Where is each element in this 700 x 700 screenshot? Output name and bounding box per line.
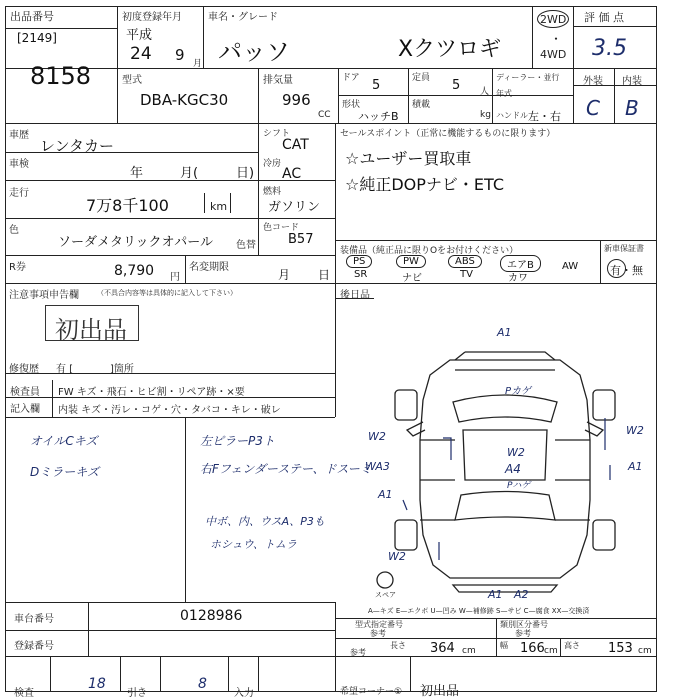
inspector-label-1: 検査員 <box>10 387 40 398</box>
lot-number: 8158 <box>30 62 92 90</box>
diag-label-w2-roof: W2 <box>507 446 525 459</box>
color-change-label: 色替 <box>236 240 256 251</box>
diag-label-w2-bottom: W2 <box>388 550 406 563</box>
shape: ハッチB <box>358 110 399 123</box>
dealer-label: ディーラー・並行 <box>496 73 560 82</box>
remark-2: Dミラーキズ <box>30 465 100 479</box>
name-change-label: 名変期限 <box>189 262 229 273</box>
diag-label-a1-top: A1 <box>497 326 512 339</box>
sales-point-line-2: ☆純正DOPナビ・ETC <box>345 175 505 194</box>
repair-unit: ]箇所 <box>110 364 134 375</box>
diag-label-w2-left: W2 <box>368 430 386 443</box>
diag-label-phage: Pハゲ <box>507 481 531 491</box>
inspector-row-1: FW キズ・飛石・ヒビ割・リペア跡・×要 <box>58 387 245 398</box>
category-label: 類別区分番号 <box>500 620 548 629</box>
handle: 左・右 <box>528 110 561 123</box>
lot-code: [2149] <box>17 31 57 45</box>
remark-3: 左ピラーP3ト <box>200 434 275 448</box>
check-label: 検査 <box>14 688 34 699</box>
reg-no-label: 登録番号 <box>14 641 54 652</box>
month-unit: 月 <box>193 59 203 69</box>
shift-label: シフト <box>263 129 291 139</box>
dealer-year-label: 年式 <box>496 89 512 98</box>
repair-label: 修復歴 <box>9 364 39 375</box>
recycle-label: R券 <box>9 262 26 273</box>
inspector-label-2: 記入欄 <box>10 404 40 415</box>
caution-value: 初出品 <box>55 316 127 344</box>
era: 平成 <box>126 28 153 43</box>
load-label: 積載 <box>412 100 431 110</box>
score: 3.5 <box>592 36 627 61</box>
draw-label: 引き <box>127 688 147 699</box>
height: 153 <box>608 641 633 656</box>
remark-6: ホシュウ、トムラ <box>210 538 297 551</box>
width: 166 <box>520 641 545 656</box>
width-label: 幅 <box>500 641 508 650</box>
inspection-month: 月( <box>180 166 199 181</box>
reg-month: 9 <box>175 46 185 64</box>
interior-grade: B <box>625 96 639 120</box>
diag-label-pkage-top: Pカゲ <box>505 386 532 397</box>
equip-tv: TV <box>460 269 473 280</box>
certified-ref: 参考 <box>370 629 386 638</box>
input-label: 入力 <box>234 688 254 699</box>
mileage: 7万8千100 <box>86 196 169 215</box>
name-change-day: 日 <box>318 268 331 282</box>
drive-2wd: 2WD <box>540 13 567 26</box>
drive-dot: ・ <box>550 32 563 46</box>
diag-label-a1-bottom: A1 <box>488 588 503 601</box>
doors: 5 <box>372 78 381 93</box>
new-manual-circle <box>607 259 626 278</box>
diag-label-a4: A4 <box>505 462 521 476</box>
sales-point-line-1: ☆ユーザー買取車 <box>345 149 472 168</box>
equip-ps: PS <box>346 255 372 268</box>
fuel: ガソリン <box>268 200 321 215</box>
name-grade-label: 車名・グレード <box>208 12 278 23</box>
shape-label: 形状 <box>342 100 361 110</box>
capacity: 5 <box>452 78 461 93</box>
width-unit: cm <box>544 646 558 656</box>
height-label: 高さ <box>564 641 580 650</box>
equip-navi: ナビ <box>402 273 422 284</box>
inspector-row-2: 内装 キズ・汚レ・コゲ・穴・タバコ・キレ・破レ <box>58 405 281 416</box>
aftermarket-label: 後日品 <box>340 290 370 301</box>
remark-5: 中ボ、内、ウスA、P3も <box>205 515 325 528</box>
equipment-label: 装備品（純正品に限りOをお付けください） <box>340 246 519 256</box>
inspection-day: 日) <box>236 166 255 181</box>
ac-label: 冷房 <box>263 159 282 169</box>
handle-label: ハンドル <box>496 111 528 120</box>
caution-label: 注意事項申告欄 <box>9 290 79 301</box>
chassis: 0128986 <box>180 608 243 624</box>
equip-abs: ABS <box>448 255 482 268</box>
diag-label-w2-right: W2 <box>626 424 644 437</box>
shift: CAT <box>282 137 309 153</box>
draw-mark: 8 <box>198 676 207 692</box>
length: 364 <box>430 641 455 656</box>
certified-label: 型式指定番号 <box>355 620 403 629</box>
model-code: DBA-KGC30 <box>140 91 229 109</box>
remark-4: 右Fフェンダーステー、ドスーミ <box>200 462 372 476</box>
reg-year: 24 <box>130 44 152 64</box>
diag-label-a1-left: A1 <box>378 488 393 501</box>
length-label: 長さ <box>390 641 406 650</box>
first-listing: 初出品 <box>420 684 460 699</box>
diag-label-a2: A2 <box>514 588 529 601</box>
doors-label: ドア <box>342 73 360 83</box>
equip-airbag: エアB <box>500 255 541 272</box>
lot-label: 出品番号 <box>10 10 54 23</box>
color-code-label: 色コード <box>263 223 300 233</box>
first-reg-label: 初度登録年月 <box>122 12 182 23</box>
equip-sr: SR <box>354 269 368 280</box>
inspection-label: 車検 <box>9 159 29 170</box>
color-label: 色 <box>9 225 19 236</box>
damage-legend: A—キズ E—エクボ U—凹み W—補修跡 S—サビ C—腐食 XX—交換済 <box>368 607 590 615</box>
name-change-month: 月 <box>278 268 291 282</box>
color: ソーダメタリックオパール <box>58 235 213 250</box>
score-label: 評 価 点 <box>584 11 624 24</box>
kg-unit: kg <box>480 110 491 120</box>
grade: Xクツロギ <box>398 37 502 62</box>
displacement: 996 <box>282 91 311 109</box>
chassis-label: 車台番号 <box>14 614 54 625</box>
category-ref: 参考 <box>515 629 531 638</box>
equip-leather: カワ <box>508 273 528 284</box>
equipment-grid <box>340 255 598 283</box>
exterior-grade: C <box>586 96 600 120</box>
new-manual-label: 新車保証書 <box>604 244 644 253</box>
displacement-label: 排気量 <box>263 75 293 86</box>
height-unit: cm <box>638 646 652 656</box>
model-label: 型式 <box>122 75 142 86</box>
equip-aw: AW <box>562 261 579 272</box>
drive-4wd: 4WD <box>540 48 567 61</box>
inspection-year: 年 <box>130 166 144 181</box>
fuel-label: 燃料 <box>263 187 282 197</box>
diag-label-wa3: WA3 <box>365 460 390 473</box>
capacity-label: 定員 <box>412 73 431 83</box>
diag-label-a1-right: A1 <box>628 460 643 473</box>
equip-pw: PW <box>396 255 426 268</box>
hope-label: 希望コーナー① <box>340 687 403 697</box>
ac: AC <box>282 166 302 182</box>
repair-value: 有 [ <box>56 364 74 375</box>
yen-unit: 円 <box>170 272 180 283</box>
new-manual: 有・無 <box>610 264 643 277</box>
spare-label: スペア <box>375 591 396 599</box>
history: レンタカー <box>40 137 115 155</box>
persons-unit: 人 <box>480 87 490 97</box>
recycle: 8,790 <box>114 263 155 279</box>
length-ref: 参考 <box>350 648 366 657</box>
length-unit: cm <box>462 646 476 656</box>
color-code: B57 <box>288 232 314 247</box>
km-unit: km <box>210 200 228 213</box>
car-name: パッソ <box>218 38 290 66</box>
mileage-label: 走行 <box>9 188 29 199</box>
cc-unit: CC <box>318 110 331 120</box>
history-label: 車歴 <box>9 130 29 141</box>
exterior-label: 外装 <box>583 76 603 87</box>
interior-label: 内装 <box>622 76 642 87</box>
check-mark: 18 <box>88 676 106 692</box>
caution-sub: （不具合内容等は具体的に記入して下さい） <box>97 289 237 297</box>
remark-1: オイルCキズ <box>30 434 98 448</box>
sales-point-label: セールスポイント（正常に機能するものに限ります） <box>340 129 556 139</box>
